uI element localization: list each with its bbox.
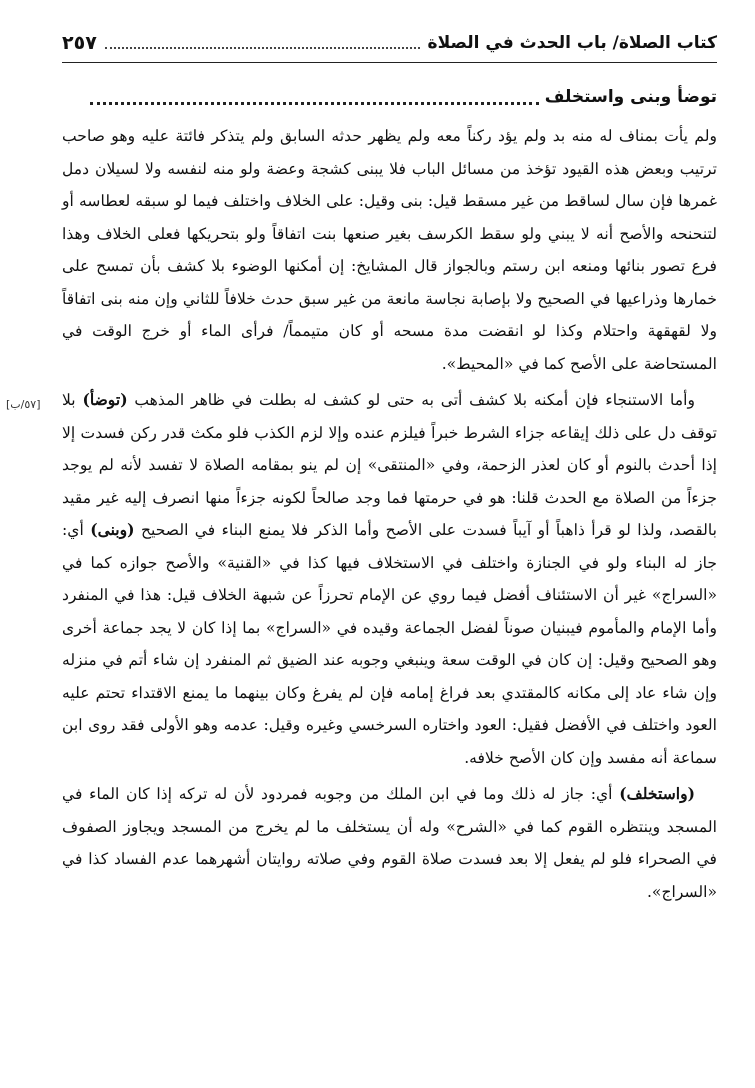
commentary-text: ولم يأت بمناف له منه بد ولم يؤد ركناً معه ولم يظهر حدثه السابق ولم يتذكر فائتة عليه وهو صاحب ترتيب وبعض هذه القيود تؤخذ من مسائل الباب فلا يبنى كشجة وعضة ولو منه لنفسه ولا لسيلان دمل غمرها فإن سال لساقط من غير مسقط قيل: بنى وقيل: على الخلاف واختلف فيما لو سبقه لعطاسه أو لتنحنحه والأصح أنه لا يبني ولو سقط الكرسف بغير صنعها بنت اتفاقاً ولو بتحريكها فعلى الخلاف وهذا فرع تصور بنائها ومنعه ابن رستم وبالجواز قال المشايخ: إن أمكنها الوضوء بلا كشف بأن تمسح على خمارها وذراعيها في الصحيح ولا بإصابة نجاسة مانعة من غير سبق حدث خلافاً للثاني وإن منه بنى اتفاقاً ولا لقهقهة واحتلام وكذا لو انقضت مدة مسحه أو كان متيمماً/ فرأى الماء أو خرج الوقت في المستحاضة على الأصح كما في «المحيط».	[62, 127, 717, 373]
body-paragraph-2	[62, 384, 717, 774]
margin-folio-reference: [٥٧/ب]	[6, 398, 41, 411]
header-leader-dots	[105, 47, 420, 49]
running-title: كتاب الصلاة/ باب الحدث في الصلاة	[427, 33, 717, 53]
commentary-text: أي: جاز له البناء ولو في الجنازة واختلف في الاستخلاف فيها كذا في «القنية» والأصح جوازه كما في «السراج» غير أن الاستئناف أفضل فيما روي عن الإمام تحرزاً عن شبهة الخلاف قيل: هذا في المنفرد وأما الإمام والمأموم فيبنيان صوناً لفضل الجماعة وقيده في «السراج» بما إذا كان لا يجد جماعة أخرى وهو الصحيح وقيل: إن كان في الوقت سعة وينبغي وجوبه عند الضيق ثم المنفرد إن شاء أتم في منزله وإن شاء عاد إلى مكانه كالمقتدي بعد فراغ إمامه فإن لم يفرغ وكان بينهما ما يمنع الاقتداء تحتم عليه العود واختلف في الأفضل فقيل: العود واختاره السرخسي وغيره وقيل: عدمه وهو الأولى فقد روى ابن سماعة أنه مفسد وإن كان الأصح خلافه.	[62, 521, 717, 767]
commentary-text: أي: جاز له ذلك وما في ابن الملك من وجوبه فمردود لأن له تركه إذا كان الماء في المسجد وينتظره القوم كما في «الشرح» وله أن يستخلف ما لم يخرج من المسجد ويجاوز الصفوف في الصحراء فلو لم يفعل إلا بعد فسدت صلاة القوم وفي صلاته روايتان أشهرهما عدم الفساد كذا في «السراج».	[62, 785, 717, 901]
body-paragraph-3	[62, 778, 717, 908]
page-header	[62, 28, 717, 58]
body-paragraph-1	[62, 120, 717, 380]
page-number: ٢٥٧	[62, 32, 97, 54]
matn-keyword: (واستخلف)	[619, 784, 695, 803]
matn-keyword: (وبنى)	[90, 520, 135, 539]
lemma-leader-dots	[90, 102, 539, 105]
commentary-text: وأما الاستنجاء فإن أمكنه بلا كشف أتى به حتى لو كشف له بطلت في ظاهر المذهب	[127, 391, 695, 409]
matn-keyword: (توضأ)	[82, 390, 128, 409]
lemma-heading: توضأ وبنى واستخلف	[544, 87, 717, 107]
header-rule	[62, 62, 717, 63]
lemma-line	[90, 84, 717, 110]
body-text	[62, 120, 717, 908]
commentary-text: بلا توقف دل على ذلك إيقاعه جزاء الشرط خبراً فيلزم عنده وإلا لزم الكذب فلو مكث قدر ركن فسدت إلا إذا أحدث بالنوم أو كان لعذر الزحمة، وفي «المنتقى» إن لم ينو بمقامه الصلاة لا تفسد لأنه لم يوجد جزءاً من الصلاة مع الحدث قلنا: هو في حرمتها فما وجد صالحاً لكونه جزءاً منها انصرف إليه غير مقيد بالقصد، ولذا لو قرأ ذاهباً أو آيباً فسدت على الأصح وأما الذكر فلا يمنع البناء في الصحيح	[62, 391, 717, 539]
